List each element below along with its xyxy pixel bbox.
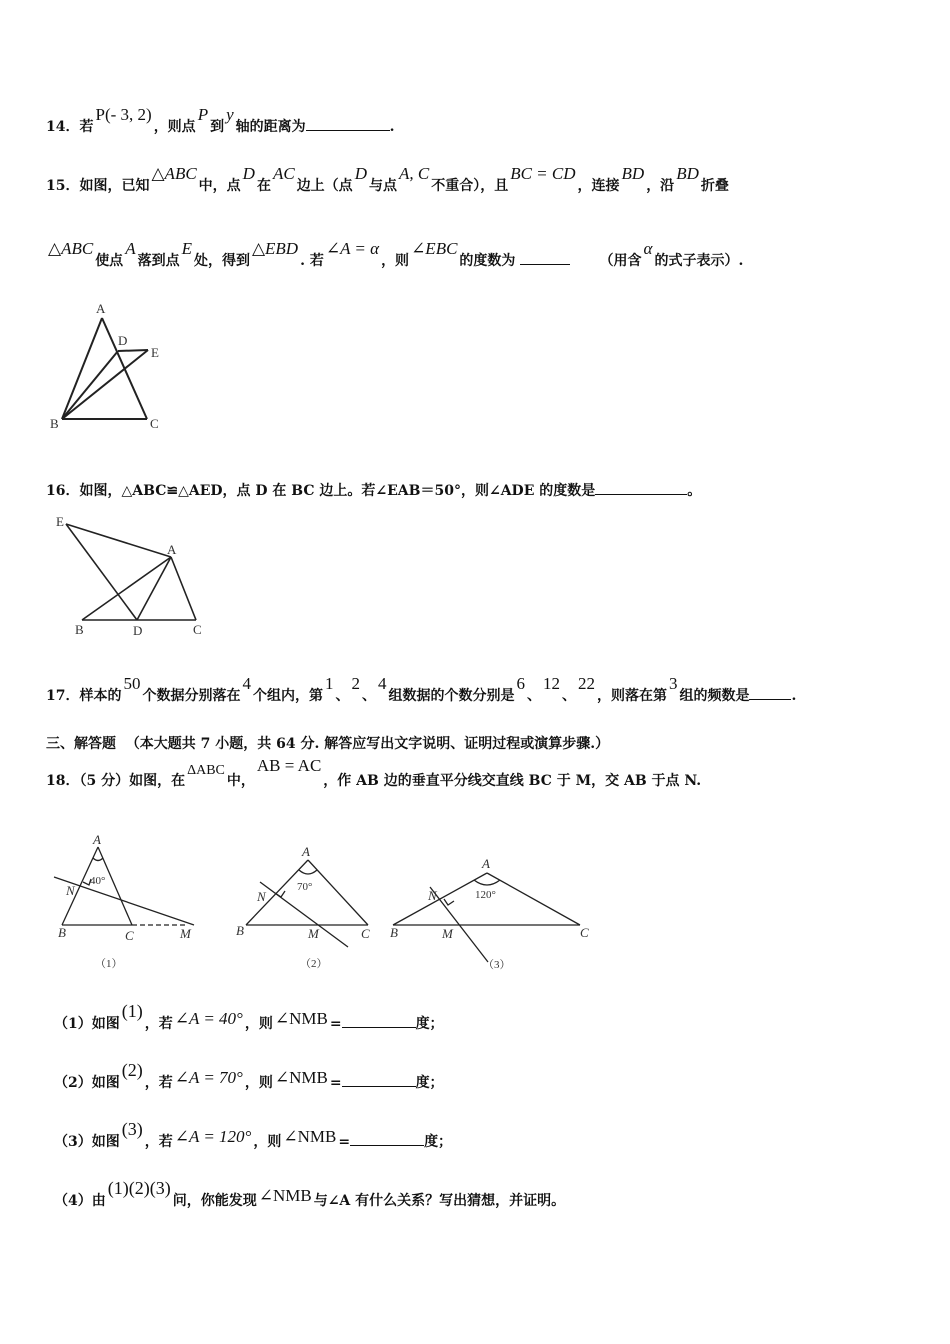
question-15: 15．如图，已知△ABC中，点D在AC边上（点D与点A, C不重合），且BC = CD，连接BD，沿BD折叠	[46, 164, 729, 194]
question-18-3: （3）如图(3)，若 ∠A = 120° ，则 ∠NMB = 度；	[54, 1119, 453, 1150]
fig18-1-label-a: A	[93, 832, 101, 847]
fig18-2-caption: （2）	[300, 958, 328, 970]
question-18-4: （4）由(1)(2)(3)问，你能发现 ∠NMB 与∠A 有什么关系？写出猜想，并证明。	[54, 1178, 566, 1209]
fig18-3-right-angle	[444, 899, 454, 905]
q18-3-answer-blank[interactable]	[350, 1145, 424, 1146]
fig16-label-d: D	[133, 623, 143, 638]
q14-answer-blank[interactable]	[306, 130, 390, 131]
figure-16	[50, 512, 220, 642]
fig15-label-e: E	[151, 345, 159, 360]
fig15-edge-de	[118, 350, 148, 351]
fig16-label-a: A	[167, 542, 177, 557]
fig16-label-c: C	[193, 622, 202, 637]
figure-18	[50, 832, 610, 977]
fig15-edge-bd	[62, 351, 118, 419]
question-18-1: （1）如图(1)，若 ∠A = 40° ，则 ∠NMB = 度；	[54, 1001, 444, 1032]
figure-15	[40, 295, 180, 440]
section-3-title: 三、解答题	[46, 736, 116, 752]
question-16: 16．如图，△ABC≌△AED，点 D 在 BC 边上。若∠EAB＝50°，则∠ADE 的度数是 。	[46, 483, 702, 499]
fig15-label-c: C	[150, 416, 159, 431]
fig18-2-angle: 70°	[297, 881, 313, 893]
q18-2-answer-blank[interactable]	[342, 1086, 416, 1087]
fig18-3-edge-ac	[487, 873, 580, 925]
fig16-edge-ad	[137, 557, 171, 620]
fig18-2-label-m: M	[308, 926, 319, 941]
q16-answer-blank[interactable]	[595, 494, 687, 495]
fig18-3-label-n: N	[428, 888, 437, 903]
fig18-2-label-a: A	[302, 844, 310, 859]
fig18-3-label-c: C	[580, 925, 589, 940]
fig15-label-a: A	[96, 301, 106, 316]
section-3-heading	[46, 733, 950, 753]
question-14: 14．若P(- 3, 2)，则点P到y轴的距离为 .	[46, 105, 395, 135]
fig18-1-label-b: B	[58, 925, 66, 940]
fig18-2-edge-ac	[308, 860, 368, 925]
fig18-3-angle: 120°	[475, 889, 496, 901]
question-18-2: （2）如图(2)，若 ∠A = 70° ，则 ∠NMB = 度；	[54, 1060, 444, 1091]
fig16-label-b: B	[75, 622, 84, 637]
question-15-cont: △ABC使点A落到点E处，得到△EBD. 若∠A = α，则∠EBC的度数为 （用含α的式子表示）.	[48, 239, 744, 269]
fig18-1-angle: 40°	[90, 875, 106, 887]
fig18-2-angle-arc	[299, 870, 317, 874]
fig18-3-caption: （3）	[483, 959, 511, 971]
fig18-3-angle-arc	[474, 880, 500, 885]
question-18: 18．（5 分）如图，在ΔABC中，AB = AC，作 AB 边的垂直平分线交直线 BC 于 M，交 AB 于点 N.	[46, 756, 702, 789]
q14-point-p: P(- 3, 2)	[95, 105, 152, 124]
fig18-1-bisector	[54, 877, 194, 925]
q15-answer-blank[interactable]	[520, 264, 570, 265]
fig16-label-e: E	[56, 514, 64, 529]
fig18-2-label-b: B	[236, 923, 244, 938]
fig16-edge-ea	[66, 524, 171, 557]
q17-answer-blank[interactable]	[749, 699, 791, 700]
question-17: 17．样本的50个数据分别落在4个组内，第1、2、4组数据的个数分别是6、12、22，则落在第3组的频数是 .	[46, 674, 797, 704]
q14-text: 14．若	[46, 119, 94, 135]
fig16-edge-ab	[82, 557, 171, 620]
fig18-1-angle-arc	[93, 858, 103, 861]
fig15-label-b: B	[50, 416, 59, 431]
section-3-note: （本大题共 7 小题，共 64 分. 解答应写出文字说明、证明过程或演算步骤.）	[125, 736, 610, 752]
fig18-1-label-m: M	[180, 926, 191, 941]
fig15-label-d: D	[118, 333, 128, 348]
fig18-2-label-c: C	[361, 926, 370, 941]
fig16-edge-ac	[171, 557, 196, 620]
fig18-1-label-c: C	[125, 928, 134, 943]
fig18-2-label-n: N	[257, 889, 266, 904]
q18-1-answer-blank[interactable]	[342, 1027, 416, 1028]
fig18-1-label-n: N	[66, 883, 75, 898]
fig18-3-label-a: A	[482, 856, 490, 871]
fig18-3-label-m: M	[442, 926, 453, 941]
fig18-2-right-angle	[275, 891, 285, 897]
fig18-3-label-b: B	[390, 925, 398, 940]
fig18-1-caption: （1）	[95, 958, 123, 970]
